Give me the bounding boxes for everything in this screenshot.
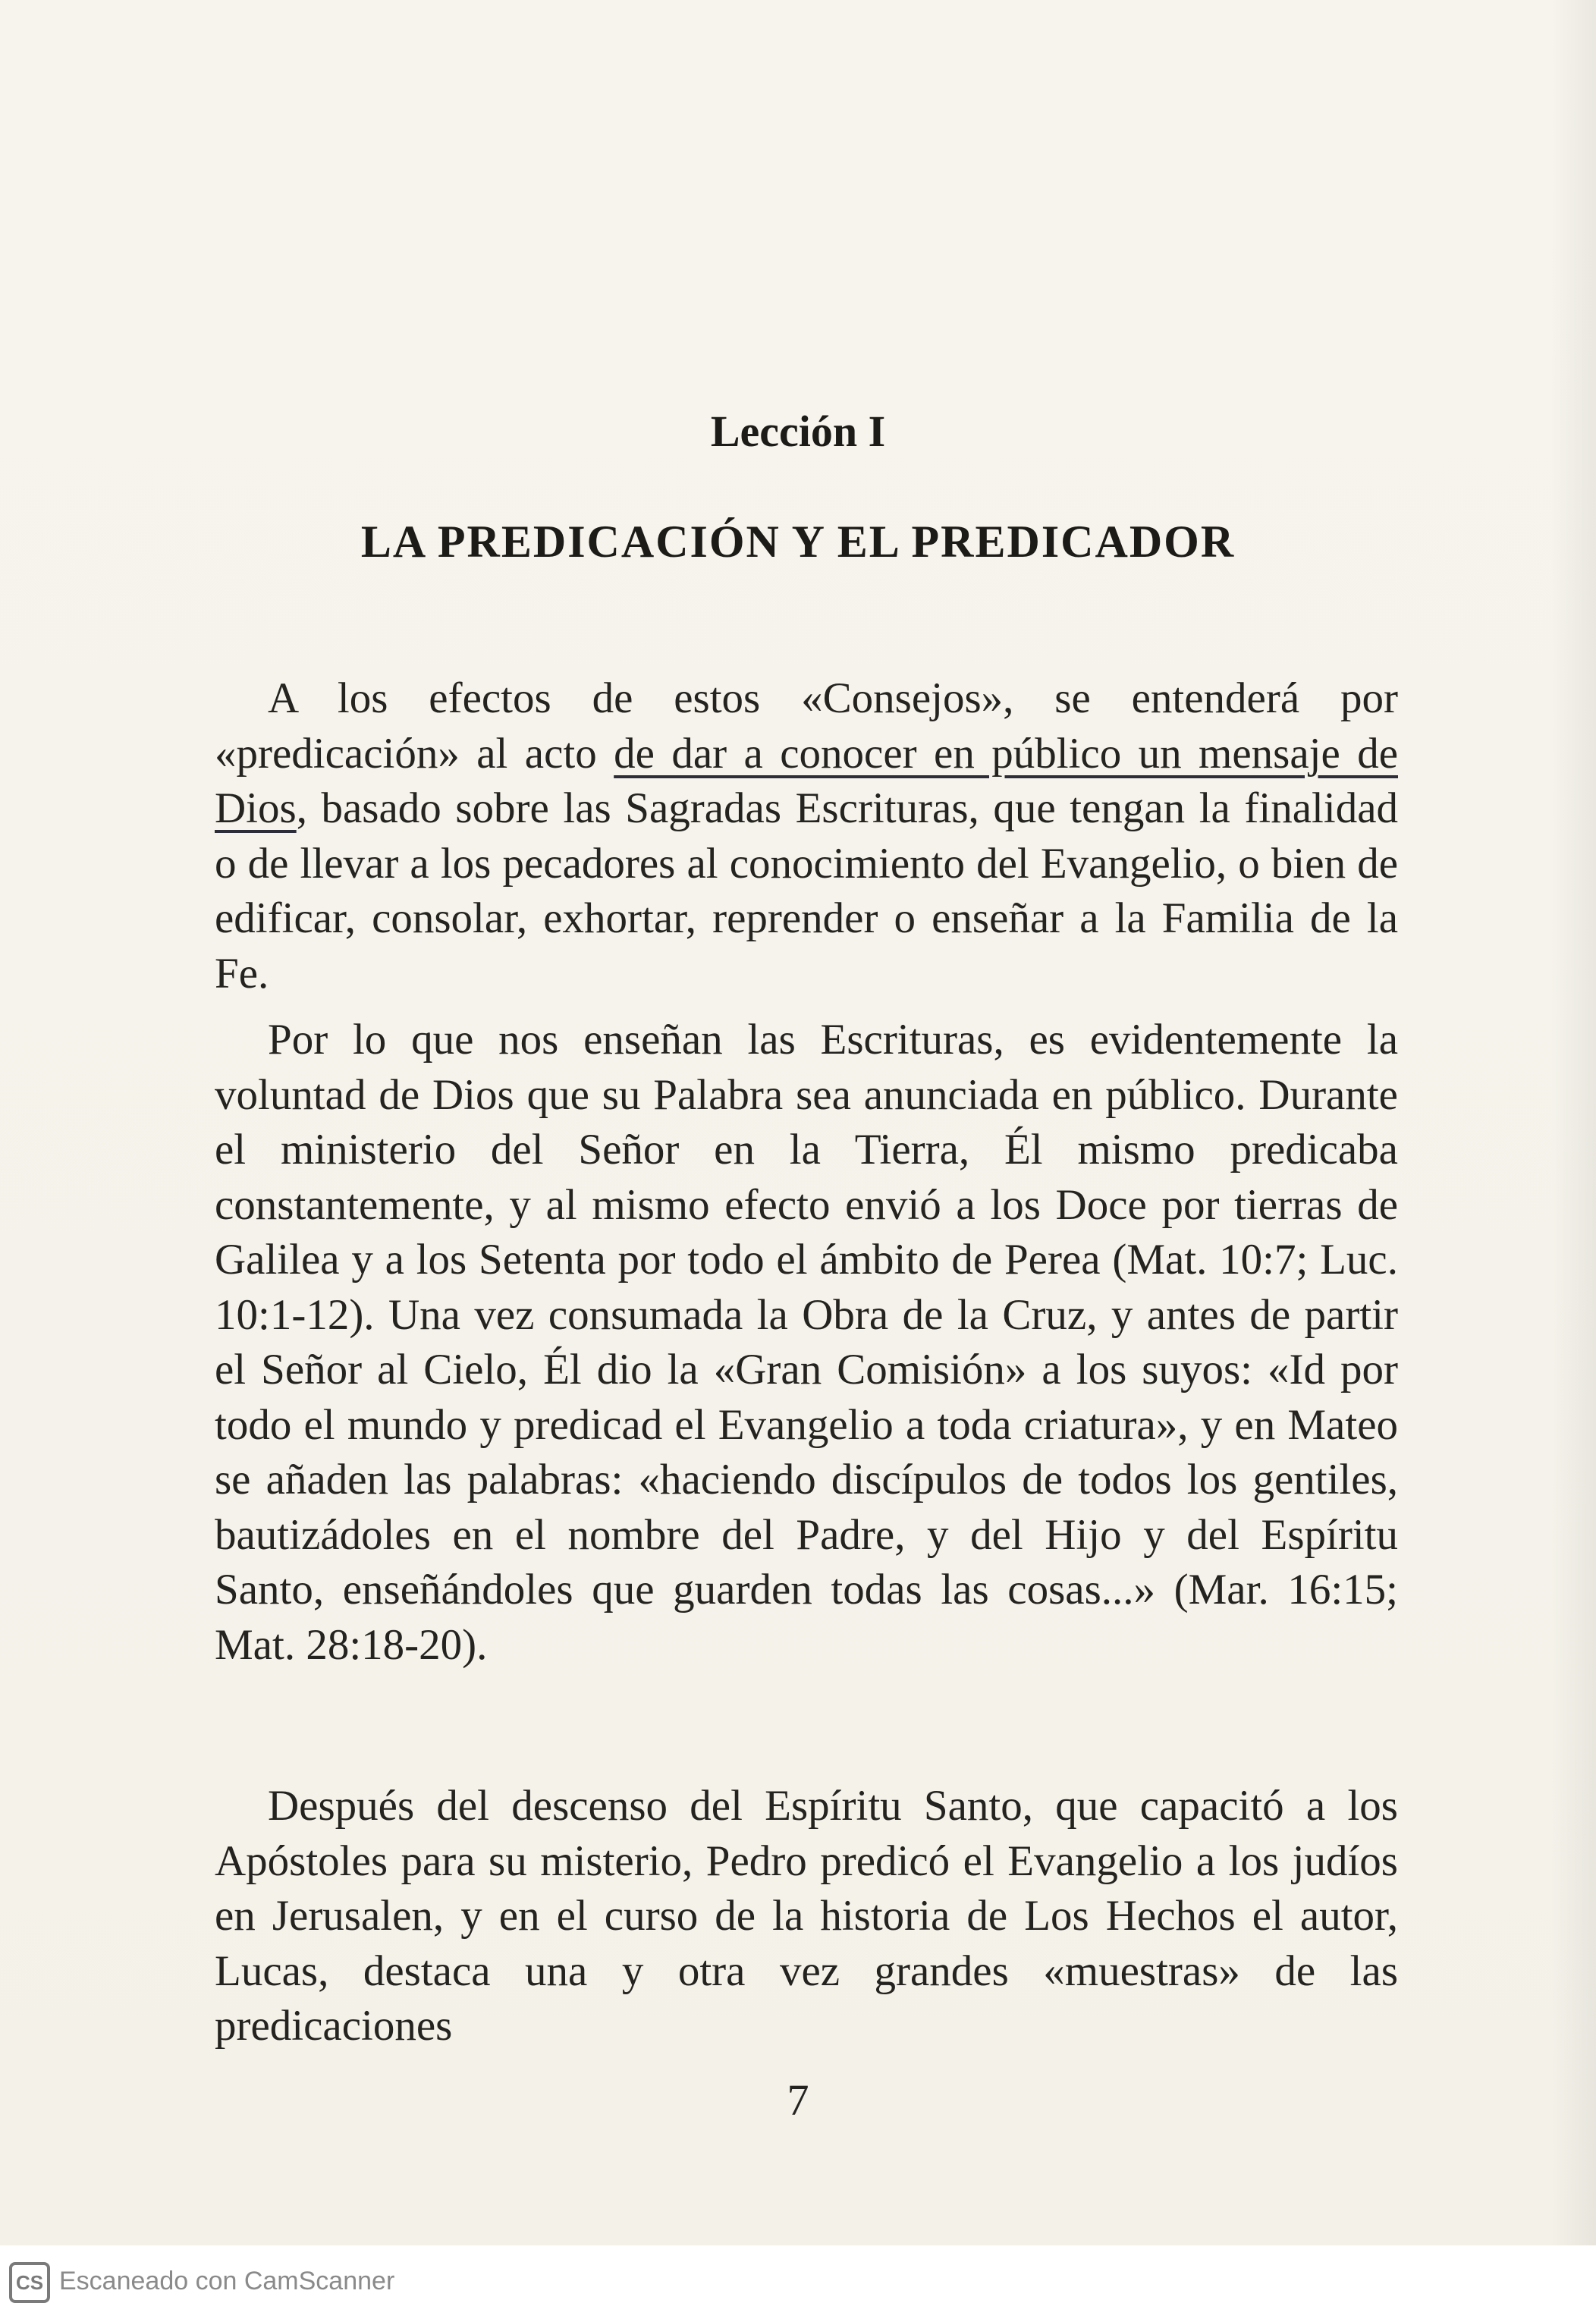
paragraph-2 — [215, 1013, 1398, 1673]
paragraph-1 — [215, 671, 1398, 1001]
lesson-label: Lección I — [710, 407, 886, 456]
lesson-title: LA PREDICACIÓN Y EL PREDICADOR — [360, 517, 1236, 567]
scanner-footer — [0, 2245, 1596, 2322]
scanner-watermark-text: Escaneado con CamScanner — [59, 2267, 395, 2295]
paragraph-2-text: Por lo que nos enseñan las Escrituras, es evidentemente la voluntad de Dios que su Palabra sea anunciada en público. Durante el ministerio del Señor en la Tierra, Él mismo predicaba constantemente, y al mismo efecto envió a los Doce por tierras de Galilea y a los Setenta por todo el ámbito de Perea (Mat. 10:7; Luc. 10:1-12). Una vez consumada la Obra de la Cruz, y antes de partir el Señor al Cielo, Él dio la «Gran Comisión» a los suyos: «Id por todo el mundo y predicad el Evangelio a toda criatura», y en Mateo se añaden las palabras: «haciendo discípulos de todos los gentiles, bautizádoles en el nombre del Padre, y del Hijo y del Espíritu Santo, enseñándoles que guarden todas las cosas...» (Mar. 16:15; Mat. 28:18-20). — [215, 1016, 1398, 1669]
camscanner-logo-icon: CS — [9, 2262, 50, 2303]
paragraph-1-end: , basado sobre las Sagradas Escrituras, que tengan la finalidad o de llevar a los pecadores al conocimiento del Evangelio, o bien de edificar, consolar, exhortar, reprender o enseñar a la Familia de la Fe. — [215, 784, 1398, 998]
paragraph-3 — [215, 1779, 1398, 2054]
page-number: 7 — [787, 2075, 809, 2125]
paragraph-3-text: Después del descenso del Espíritu Santo, que capacitó a los Apóstoles para su misterio, Pedro predicó el Evangelio a los judíos en Jerusalen, y en el curso de la historia de Los Hechos el autor, Lucas, destaca una y otra vez grandes «muestras» de las predicaciones — [215, 1782, 1398, 2050]
underlined-phrase: de dar a conocer en público un mensaje de Dios — [215, 729, 1398, 832]
paragraph-1-start: A los efectos de estos «Consejos», se entenderá por «predicación» al acto — [215, 674, 1398, 778]
